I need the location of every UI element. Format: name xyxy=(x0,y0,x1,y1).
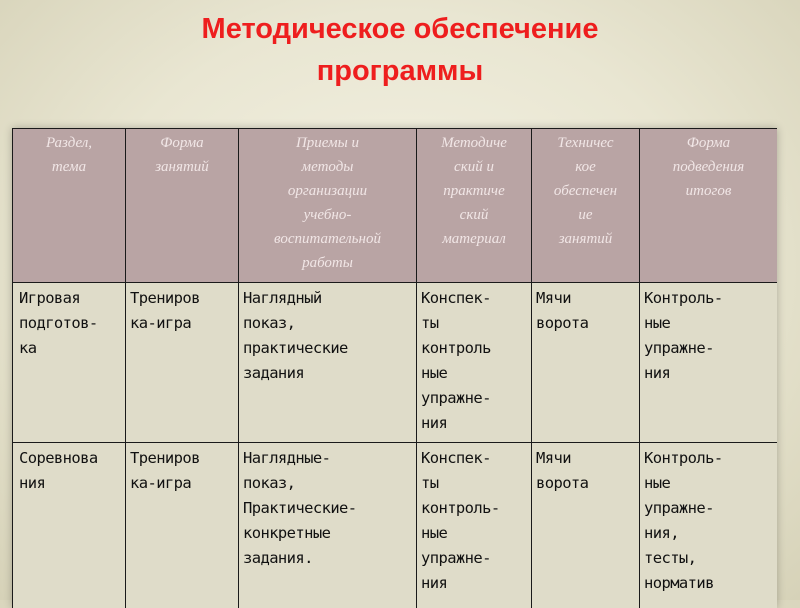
column-header-line: Методиче xyxy=(418,131,530,155)
table-cell-line: Контроль- xyxy=(644,446,774,471)
table-cell-line: ния xyxy=(421,411,528,436)
table-cell-line: упражне- xyxy=(644,336,774,361)
title-line-1: Методическое обеспечение xyxy=(0,8,800,50)
column-header-line: работы xyxy=(240,251,415,275)
column-header-3 xyxy=(239,129,417,283)
table-cell-line: Контроль- xyxy=(644,286,774,311)
table-cell-line: упражне- xyxy=(644,496,774,521)
table-cell-line: Конспек- xyxy=(421,446,528,471)
column-header-line: итогов xyxy=(641,179,776,203)
column-header-2 xyxy=(126,129,239,283)
page-title xyxy=(0,8,800,92)
table-cell-line: ния xyxy=(644,361,774,386)
table-cell-line: задания. xyxy=(243,546,413,571)
column-header-line: ие xyxy=(533,203,638,227)
table-cell-line: задания xyxy=(243,361,413,386)
table-cell xyxy=(239,443,417,608)
column-header-line: ский xyxy=(418,203,530,227)
column-header-6 xyxy=(640,129,778,283)
table-cell-line: Трениров xyxy=(130,286,235,311)
table-cell-line: Конспек- xyxy=(421,286,528,311)
table-cell-line: ворота xyxy=(536,471,636,496)
table-cell-line: подготов- xyxy=(19,311,122,336)
table-row xyxy=(13,283,778,443)
column-header-5 xyxy=(532,129,640,283)
table-cell-line: Трениров xyxy=(130,446,235,471)
column-header-line: занятий xyxy=(533,227,638,251)
table-cell xyxy=(417,443,532,608)
table-cell xyxy=(239,283,417,443)
table-cell xyxy=(532,443,640,608)
table-cell-line: упражне- xyxy=(421,546,528,571)
table-cell-line: практические xyxy=(243,336,413,361)
table-cell-line: конкретные xyxy=(243,521,413,546)
column-header-line: Форма xyxy=(127,131,237,155)
title-line-2: программы xyxy=(0,50,800,92)
table-cell-line: ния, xyxy=(644,521,774,546)
table-header-row xyxy=(13,129,778,283)
column-header-line: воспитательной xyxy=(240,227,415,251)
table-cell xyxy=(417,283,532,443)
table-cell-line: ные xyxy=(644,311,774,336)
column-header-line: Раздел, xyxy=(14,131,124,155)
column-header-line: ский и xyxy=(418,155,530,179)
table-cell-line: контроль xyxy=(421,336,528,361)
table-cell-line: показ, xyxy=(243,471,413,496)
column-header-line: Техничес xyxy=(533,131,638,155)
column-header-line: занятий xyxy=(127,155,237,179)
table-cell xyxy=(640,283,778,443)
table-cell-line: контроль- xyxy=(421,496,528,521)
table-cell-line: ные xyxy=(421,361,528,386)
table-row xyxy=(13,443,778,608)
column-header-line: Приемы и xyxy=(240,131,415,155)
table-cell-line: ворота xyxy=(536,311,636,336)
table-cell xyxy=(126,283,239,443)
column-header-4 xyxy=(417,129,532,283)
table-cell-line: Игровая xyxy=(19,286,122,311)
table-cell-line: ка-игра xyxy=(130,471,235,496)
methodology-table xyxy=(12,128,777,608)
column-header-line: учебно- xyxy=(240,203,415,227)
column-header-line: практиче xyxy=(418,179,530,203)
table-cell xyxy=(532,283,640,443)
table-cell-line: ка-игра xyxy=(130,311,235,336)
table-cell-line: ния xyxy=(19,471,122,496)
table-cell xyxy=(13,283,126,443)
table-cell-line: упражне- xyxy=(421,386,528,411)
column-header-line: тема xyxy=(14,155,124,179)
table-cell xyxy=(126,443,239,608)
column-header-line: кое xyxy=(533,155,638,179)
table-cell xyxy=(13,443,126,608)
column-header-line: организации xyxy=(240,179,415,203)
table-cell xyxy=(640,443,778,608)
table-cell-line: Соревнова xyxy=(19,446,122,471)
table-cell-line: ты xyxy=(421,471,528,496)
table-cell-line: Мячи xyxy=(536,446,636,471)
column-header-line: материал xyxy=(418,227,530,251)
table-cell-line: норматив xyxy=(644,571,774,596)
column-header-line: методы xyxy=(240,155,415,179)
table-cell-line: ка xyxy=(19,336,122,361)
column-header-line: Форма xyxy=(641,131,776,155)
table-body xyxy=(13,283,778,608)
column-header-line: подведения xyxy=(641,155,776,179)
table-cell-line: Практические- xyxy=(243,496,413,521)
table-cell-line: Мячи xyxy=(536,286,636,311)
table-cell-line: показ, xyxy=(243,311,413,336)
table-header xyxy=(13,129,778,283)
table-cell-line: Наглядный xyxy=(243,286,413,311)
table-cell-line: тесты, xyxy=(644,546,774,571)
methodology-table-container xyxy=(12,128,777,608)
table-cell-line: Наглядные- xyxy=(243,446,413,471)
table-cell-line: ты xyxy=(421,311,528,336)
table-cell-line: ные xyxy=(421,521,528,546)
table-cell-line: ния xyxy=(421,571,528,596)
column-header-line: обеспечен xyxy=(533,179,638,203)
table-cell-line: ные xyxy=(644,471,774,496)
column-header-1 xyxy=(13,129,126,283)
